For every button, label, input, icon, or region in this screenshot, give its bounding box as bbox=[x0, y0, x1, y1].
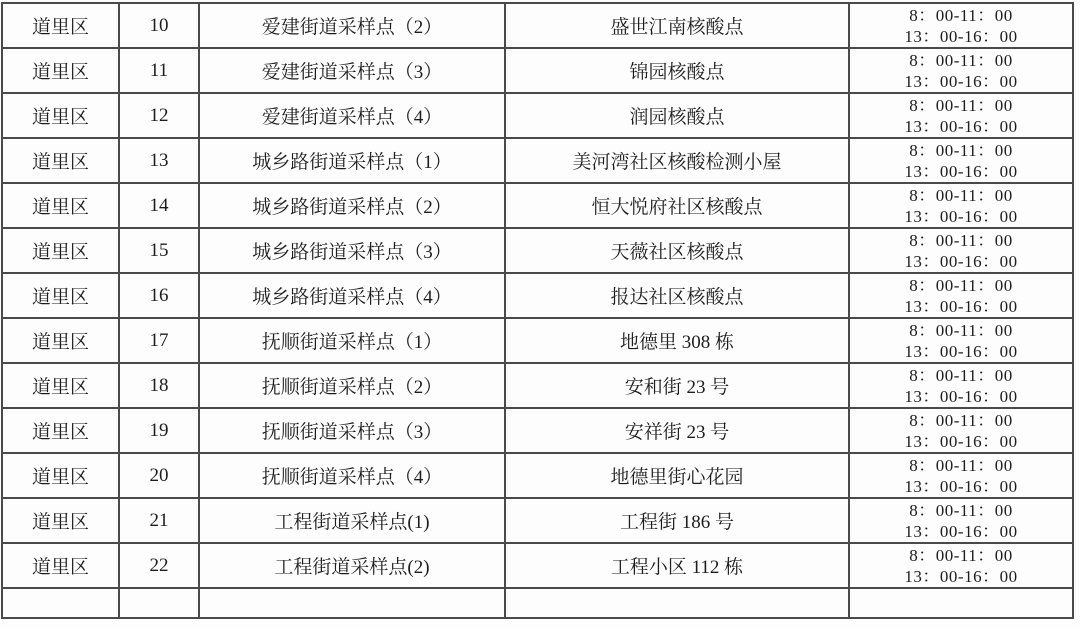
row-number-cell: 12 bbox=[119, 93, 199, 138]
time-cell-empty bbox=[849, 588, 1073, 618]
time-afternoon: 13：00-16：00 bbox=[904, 116, 1018, 136]
time-afternoon: 13：00-16：00 bbox=[904, 251, 1018, 271]
table-row bbox=[2, 543, 1073, 588]
location-cell: 美河湾社区核酸检测小屋 bbox=[505, 138, 849, 183]
table-row bbox=[2, 408, 1073, 453]
time-cell bbox=[849, 318, 1073, 363]
district-cell: 道里区 bbox=[2, 138, 119, 183]
table-row-partial-clipped bbox=[2, 588, 1073, 618]
time-cell bbox=[849, 408, 1073, 453]
row-number-cell: 22 bbox=[119, 543, 199, 588]
row-number-cell: 17 bbox=[119, 318, 199, 363]
time-morning: 8：00-11：00 bbox=[909, 410, 1013, 430]
district-cell: 道里区 bbox=[2, 363, 119, 408]
time-morning: 8：00-11：00 bbox=[909, 500, 1013, 520]
time-cell bbox=[849, 183, 1073, 228]
time-cell bbox=[849, 273, 1073, 318]
district-cell: 道里区 bbox=[2, 93, 119, 138]
table-row bbox=[2, 93, 1073, 138]
time-morning: 8：00-11：00 bbox=[909, 95, 1013, 115]
sampling-site-cell: 抚顺街道采样点（4） bbox=[199, 453, 505, 498]
row-number-cell: 10 bbox=[119, 3, 199, 48]
time-cell bbox=[849, 363, 1073, 408]
district-cell: 道里区 bbox=[2, 408, 119, 453]
location-cell: 盛世江南核酸点 bbox=[505, 3, 849, 48]
row-number-cell: 13 bbox=[119, 138, 199, 183]
table-row bbox=[2, 273, 1073, 318]
table-row bbox=[2, 183, 1073, 228]
table-row bbox=[2, 48, 1073, 93]
sampling-site-cell: 抚顺街道采样点（3） bbox=[199, 408, 505, 453]
row-number-cell: 18 bbox=[119, 363, 199, 408]
sampling-site-cell: 城乡路街道采样点（4） bbox=[199, 273, 505, 318]
time-cell bbox=[849, 453, 1073, 498]
sampling-site-cell: 爱建街道采样点（2） bbox=[199, 3, 505, 48]
time-cell bbox=[849, 498, 1073, 543]
row-number-cell: 19 bbox=[119, 408, 199, 453]
table-row bbox=[2, 228, 1073, 273]
row-number-cell: 11 bbox=[119, 48, 199, 93]
time-afternoon: 13：00-16：00 bbox=[904, 521, 1018, 541]
table-row bbox=[2, 138, 1073, 183]
time-morning: 8：00-11：00 bbox=[909, 5, 1013, 25]
time-afternoon: 13：00-16：00 bbox=[904, 341, 1018, 361]
time-cell bbox=[849, 93, 1073, 138]
location-cell: 安和街 23 号 bbox=[505, 363, 849, 408]
time-afternoon: 13：00-16：00 bbox=[904, 296, 1018, 316]
time-cell bbox=[849, 3, 1073, 48]
row-number-cell: 20 bbox=[119, 453, 199, 498]
district-cell: 道里区 bbox=[2, 3, 119, 48]
sampling-site-cell-empty bbox=[199, 588, 505, 618]
sampling-site-cell: 抚顺街道采样点（2） bbox=[199, 363, 505, 408]
time-afternoon: 13：00-16：00 bbox=[904, 431, 1018, 451]
time-morning: 8：00-11：00 bbox=[909, 140, 1013, 160]
time-morning: 8：00-11：00 bbox=[909, 230, 1013, 250]
time-morning: 8：00-11：00 bbox=[909, 275, 1013, 295]
table-row bbox=[2, 498, 1073, 543]
district-cell: 道里区 bbox=[2, 183, 119, 228]
location-cell: 工程街 186 号 bbox=[505, 498, 849, 543]
table-row bbox=[2, 3, 1073, 48]
location-cell: 安祥街 23 号 bbox=[505, 408, 849, 453]
time-cell bbox=[849, 543, 1073, 588]
sampling-site-cell: 城乡路街道采样点（2） bbox=[199, 183, 505, 228]
sampling-site-cell: 城乡路街道采样点（1） bbox=[199, 138, 505, 183]
time-afternoon: 13：00-16：00 bbox=[904, 26, 1018, 46]
location-cell: 锦园核酸点 bbox=[505, 48, 849, 93]
time-afternoon: 13：00-16：00 bbox=[904, 476, 1018, 496]
district-cell: 道里区 bbox=[2, 228, 119, 273]
time-morning: 8：00-11：00 bbox=[909, 185, 1013, 205]
sampling-site-cell: 工程街道采样点(1) bbox=[199, 498, 505, 543]
sampling-table-body bbox=[2, 3, 1073, 618]
location-cell: 地德里 308 栋 bbox=[505, 318, 849, 363]
sampling-site-cell: 爱建街道采样点（3） bbox=[199, 48, 505, 93]
time-cell bbox=[849, 48, 1073, 93]
time-morning: 8：00-11：00 bbox=[909, 320, 1013, 340]
time-morning: 8：00-11：00 bbox=[909, 365, 1013, 385]
table-row bbox=[2, 318, 1073, 363]
time-morning: 8：00-11：00 bbox=[909, 545, 1013, 565]
location-cell: 地德里街心花园 bbox=[505, 453, 849, 498]
time-afternoon: 13：00-16：00 bbox=[904, 566, 1018, 586]
location-cell: 天薇社区核酸点 bbox=[505, 228, 849, 273]
time-cell bbox=[849, 138, 1073, 183]
time-afternoon: 13：00-16：00 bbox=[904, 206, 1018, 226]
time-afternoon: 13：00-16：00 bbox=[904, 386, 1018, 406]
table-row bbox=[2, 453, 1073, 498]
district-cell: 道里区 bbox=[2, 453, 119, 498]
sampling-site-cell: 爱建街道采样点（4） bbox=[199, 93, 505, 138]
location-cell: 工程小区 112 栋 bbox=[505, 543, 849, 588]
location-cell-empty bbox=[505, 588, 849, 618]
sampling-site-cell: 工程街道采样点(2) bbox=[199, 543, 505, 588]
district-cell: 道里区 bbox=[2, 498, 119, 543]
time-afternoon: 13：00-16：00 bbox=[904, 71, 1018, 91]
location-cell: 恒大悦府社区核酸点 bbox=[505, 183, 849, 228]
location-cell: 润园核酸点 bbox=[505, 93, 849, 138]
row-number-cell: 21 bbox=[119, 498, 199, 543]
time-morning: 8：00-11：00 bbox=[909, 455, 1013, 475]
time-morning: 8：00-11：00 bbox=[909, 50, 1013, 70]
district-cell: 道里区 bbox=[2, 48, 119, 93]
row-number-cell: 15 bbox=[119, 228, 199, 273]
sampling-site-cell: 城乡路街道采样点（3） bbox=[199, 228, 505, 273]
district-cell: 道里区 bbox=[2, 543, 119, 588]
district-cell: 道里区 bbox=[2, 318, 119, 363]
row-number-cell-empty bbox=[119, 588, 199, 618]
table-row bbox=[2, 363, 1073, 408]
sampling-site-cell: 抚顺街道采样点（1） bbox=[199, 318, 505, 363]
row-number-cell: 14 bbox=[119, 183, 199, 228]
row-number-cell: 16 bbox=[119, 273, 199, 318]
nucleic-acid-sampling-table bbox=[1, 2, 1074, 619]
location-cell: 报达社区核酸点 bbox=[505, 273, 849, 318]
district-cell: 道里区 bbox=[2, 273, 119, 318]
time-afternoon: 13：00-16：00 bbox=[904, 161, 1018, 181]
time-cell bbox=[849, 228, 1073, 273]
district-cell-empty bbox=[2, 588, 119, 618]
